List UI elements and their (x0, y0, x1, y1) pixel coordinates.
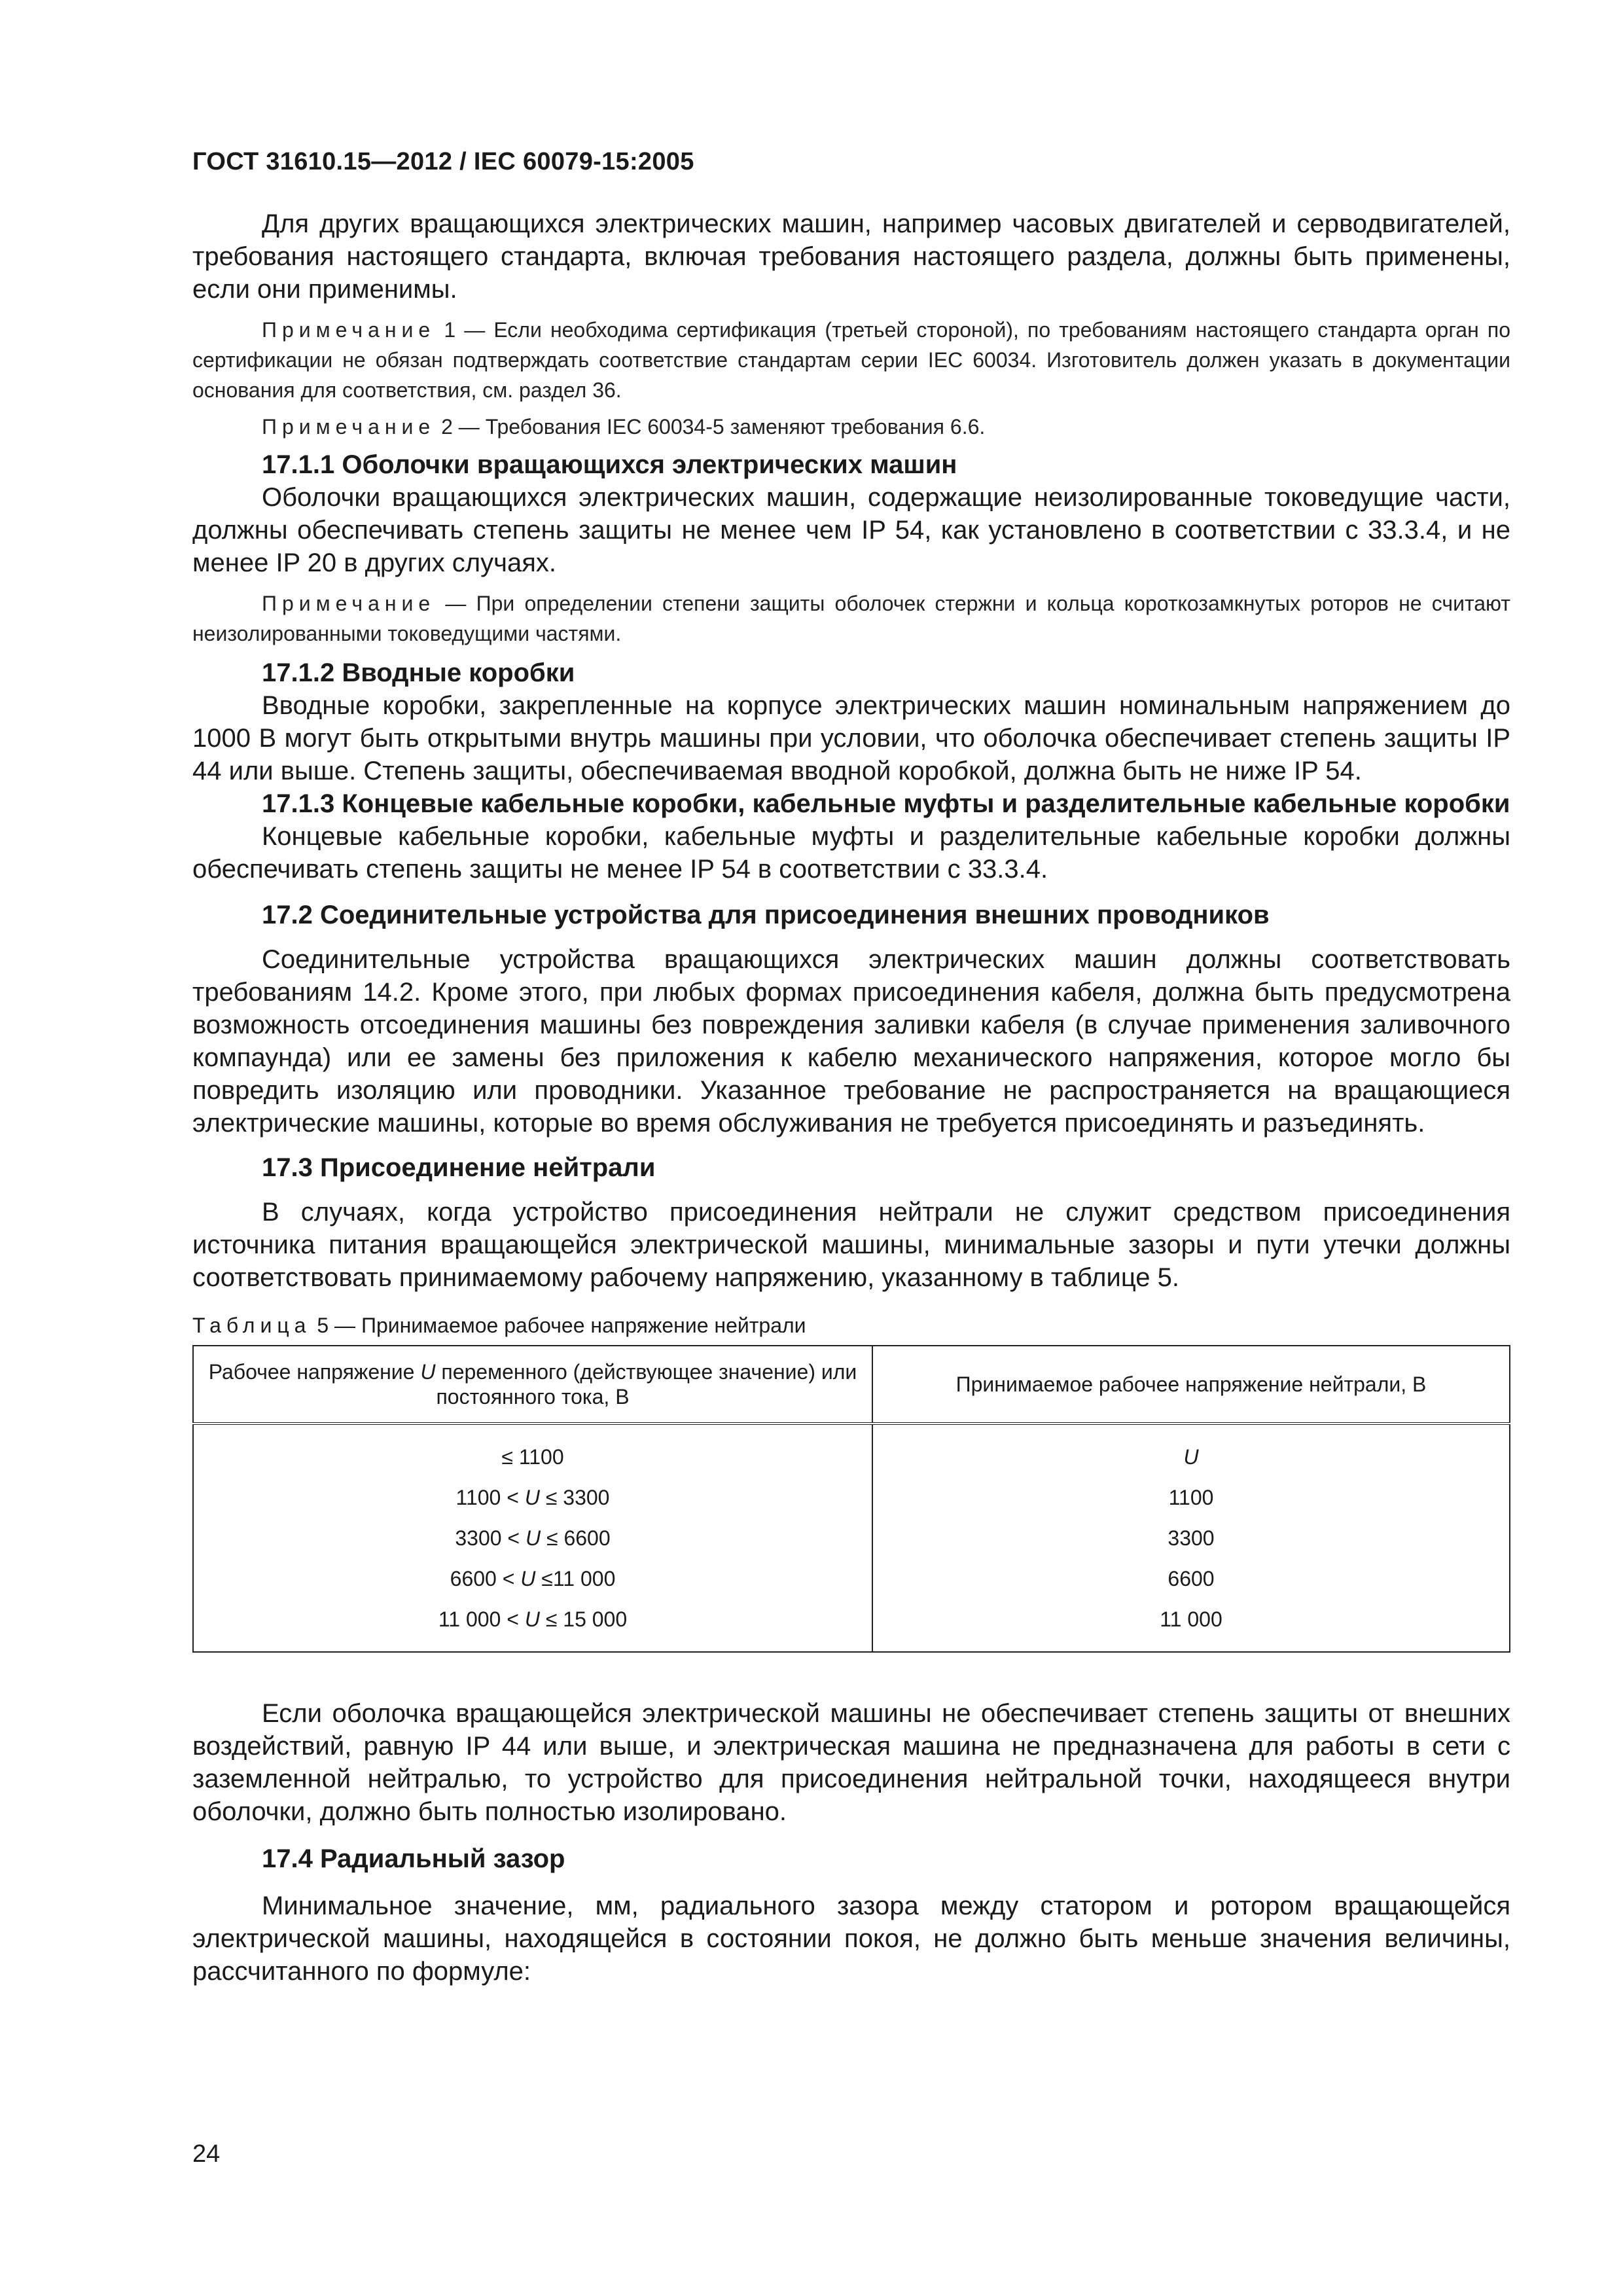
table-row (193, 1477, 1510, 1518)
section-17-3-text: В случаях, когда устройство присоединения нейтрали не служит средством присоединения источника питания вращающейся электрической машины, минимальные зазоры и пути утечки должны соответствовать принимаемому рабочему напряжению, указанному в таблице 5. (192, 1198, 1510, 1292)
table-row (193, 1599, 1510, 1652)
table-caption (192, 1312, 1510, 1338)
table-cell-voltage: 3300 < U ≤ 6600 (193, 1518, 872, 1558)
table-cell-neutral: 1100 (872, 1477, 1510, 1518)
note-text: 1 — Если необходима сертификация (третьей стороной), по требованиям настоящего стандарта орган по сертификации не обязан подтверждать соответствие стандартам серии IEC 60034. Изготовитель должен указать в документации основания для соответствия, см. раздел 36. (192, 318, 1510, 402)
table-cell-voltage: ≤ 1100 (193, 1424, 872, 1477)
note-text: — При определении степени защиты оболочек стержни и кольца короткозамкнутых роторов не считают неизолированными токоведущими частями. (192, 592, 1510, 645)
table-cell-neutral: 6600 (872, 1558, 1510, 1599)
note-label: Примечание (262, 592, 436, 615)
document-page (192, 148, 1510, 1988)
table-cell-neutral: 11 000 (872, 1599, 1510, 1652)
document-header: ГОСТ 31610.15—2012 / IEC 60079-15:2005 (192, 148, 694, 175)
note-label: Примечание (262, 318, 436, 342)
note-3 (192, 588, 1510, 649)
section-17-4-text: Минимальное значение, мм, радиального зазора между статором и ротором вращающейся электрической машины, находящейся в состоянии покоя, не должно быть меньше значения величины, рассчитанного по формуле: (192, 1892, 1510, 1986)
table-cell-voltage: 6600 < U ≤11 000 (193, 1558, 872, 1599)
section-17-1-1-text: Оболочки вращающихся электрических машин, содержащие неизолированные токоведущие части, должны обеспечивать степень защиты не менее чем IP 54, как установлено в соответствии с 33.3.4, и не менее IP 20 в других случаях. (192, 483, 1510, 577)
note-label: Примечание (262, 415, 436, 439)
note-text: 2 — Требования IEC 60034-5 заменяют требования 6.6. (435, 415, 986, 439)
section-17-3-title: 17.3 Присоединение нейтрали (262, 1153, 656, 1182)
table-cell-neutral: U (872, 1424, 1510, 1477)
voltage-table (192, 1345, 1510, 1653)
section-17-2-title: 17.2 Соединительные устройства для присоединения внешних проводников (262, 901, 1270, 929)
intro-paragraph: Для других вращающихся электрических машин, например часовых двигателей и серводвигателей, требования настоящего стандарта, включая требования настоящего раздела, должны быть применены, если они применимы. (192, 209, 1510, 304)
caption-text: 5 — Принимаемое рабочее напряжение нейтрали (311, 1314, 806, 1337)
table-cell-voltage: 1100 < U ≤ 3300 (193, 1477, 872, 1518)
caption-label: Таблица (192, 1314, 312, 1337)
table-row (193, 1424, 1510, 1477)
section-17-4-title: 17.4 Радиальный зазор (262, 1844, 565, 1873)
section-17-1-3-text: Концевые кабельные коробки, кабельные муфты и разделительные кабельные коробки должны обеспечивать степень защиты не менее IP 54 в соответствии с 33.3.4. (192, 822, 1510, 884)
table-cell-neutral: 3300 (872, 1518, 1510, 1558)
section-17-1-3-title: 17.1.3 Концевые кабельные коробки, кабельные муфты и разделительные кабельные коробки (262, 789, 1510, 818)
section-17-1-2-text: Вводные коробки, закрепленные на корпусе электрических машин номинальным напряжением до 1000 В могут быть открытыми внутрь машины при условии, что оболочка обеспечивает степень защиты IP 44 или выше. Степень защиты, обеспечиваемая вводной коробкой, должна быть не ниже IP 54. (192, 691, 1510, 785)
table-row (193, 1558, 1510, 1599)
note-2 (192, 412, 1510, 442)
table-header-neutral-voltage: Принимаемое рабочее напряжение нейтрали, В (872, 1346, 1510, 1424)
page-number: 24 (192, 2140, 221, 2168)
table-row (193, 1518, 1510, 1558)
section-17-1-1-title: 17.1.1 Оболочки вращающихся электрических машин (262, 450, 957, 479)
section-17-1-2-title: 17.1.2 Вводные коробки (262, 658, 575, 687)
section-17-2-text: Соединительные устройства вращающихся электрических машин должны соответствовать требованиям 14.2. Кроме этого, при любых формах присоединения кабеля, должна быть предусмотрена возможность отсоединения машины без повреждения заливки кабеля (в случае применения заливочного компаунда) или ее замены без приложения к кабелю механического напряжения, которое могло бы повредить изоляцию или проводники. Указанное требование не распространяется на вращающиеся электрические машины, которые во время обслуживания не требуется присоединять и разъединять. (192, 945, 1510, 1138)
note-1 (192, 315, 1510, 405)
table-cell-voltage: 11 000 < U ≤ 15 000 (193, 1599, 872, 1652)
table-header-voltage: Рабочее напряжение U переменного (действующее значение) или постоянного тока, В (193, 1346, 872, 1424)
paragraph-after-table: Если оболочка вращающейся электрической машины не обеспечивает степень защиты от внешних воздействий, равную IP 44 или выше, и электрическая машина не предназначена для работы в сети с заземленной нейтралью, то устройство для присоединения нейтральной точки, находящееся внутри оболочки, должно быть полностью изолировано. (192, 1699, 1510, 1826)
